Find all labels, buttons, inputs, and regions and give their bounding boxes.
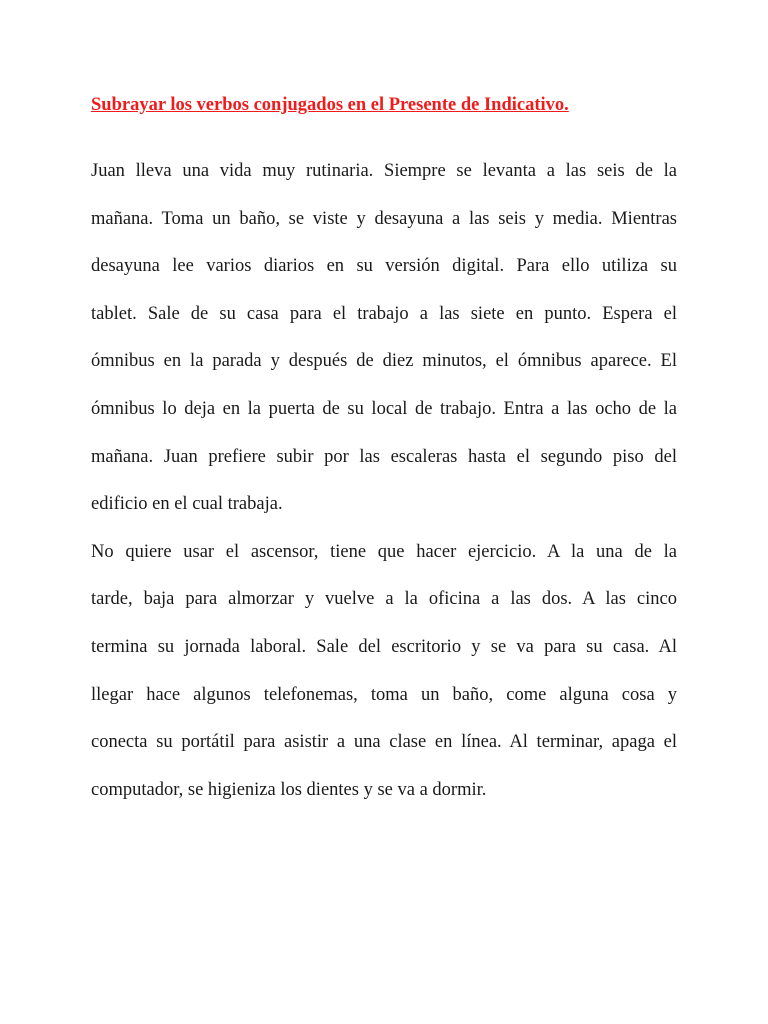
paragraph-1-line: desayuna lee varios diarios en su versión digital. Para ello utiliza su [91, 256, 677, 276]
exercise-title: Subrayar los verbos conjugados en el Presente de Indicativo. [91, 95, 569, 115]
paragraph-1-line: mañana. Toma un baño, se viste y desayuna a las seis y media. Mientras [91, 209, 677, 229]
paragraph-1-line: edificio en el cual trabaja. [91, 494, 283, 514]
paragraph-1-line: tablet. Sale de su casa para el trabajo a las siete en punto. Espera el [91, 304, 677, 324]
paragraph-1-line: mañana. Juan prefiere subir por las escaleras hasta el segundo piso del [91, 447, 677, 467]
paragraph-1-line: ómnibus en la parada y después de diez minutos, el ómnibus aparece. El [91, 351, 677, 371]
paragraph-2-line: computador, se higieniza los dientes y se va a dormir. [91, 780, 487, 800]
paragraph-2-line: No quiere usar el ascensor, tiene que hacer ejercicio. A la una de la [91, 542, 677, 562]
paragraph-1-line: Juan lleva una vida muy rutinaria. Siempre se levanta a las seis de la [91, 161, 677, 181]
paragraph-2-line: termina su jornada laboral. Sale del escritorio y se va para su casa. Al [91, 637, 677, 657]
paragraph-1-line: ómnibus lo deja en la puerta de su local de trabajo. Entra a las ocho de la [91, 399, 677, 419]
paragraph-2-line: conecta su portátil para asistir a una clase en línea. Al terminar, apaga el [91, 732, 677, 752]
paragraph-2-line: llegar hace algunos telefonemas, toma un baño, come alguna cosa y [91, 685, 677, 705]
paragraph-2-line: tarde, baja para almorzar y vuelve a la oficina a las dos. A las cinco [91, 589, 677, 609]
